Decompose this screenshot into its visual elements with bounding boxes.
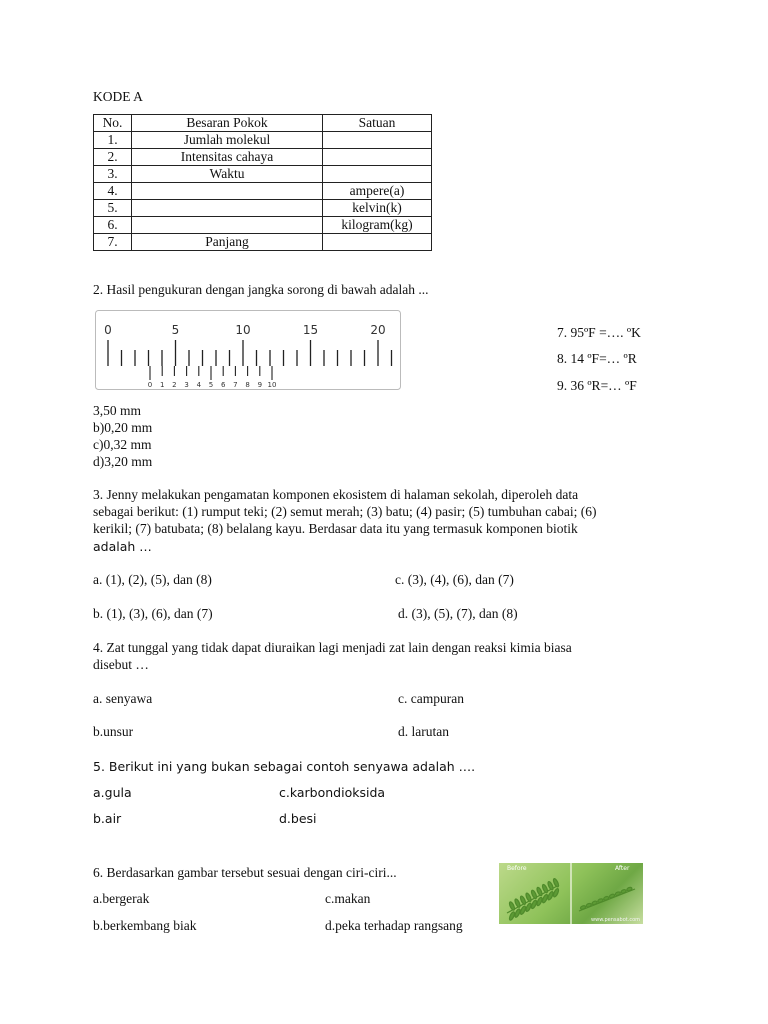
kode-heading: KODE A: [93, 89, 143, 104]
q6-option-c[interactable]: c.makan: [325, 891, 371, 906]
cell-satuan: kilogram(kg): [323, 217, 432, 234]
main-scale-label: 15: [302, 323, 319, 337]
cell-no: 6.: [94, 217, 132, 234]
cell-satuan: [323, 166, 432, 183]
q4-option-b[interactable]: b.unsur: [93, 724, 134, 739]
question-5-text: 5. Berikut ini yang bukan sebagai contoh senyawa adalah ….: [93, 759, 476, 774]
cell-no: 7.: [94, 234, 132, 251]
photo-divider: [570, 863, 572, 924]
q2-option-d[interactable]: d)3,20 mm: [93, 454, 153, 469]
q2-option-a[interactable]: 3,50 mm: [93, 403, 142, 418]
q4-option-d[interactable]: d. larutan: [398, 724, 449, 739]
question-3-line-4: adalah …: [93, 539, 152, 554]
question-3-line-3: kerikil; (7) batubata; (8) belalang kayu. Berdasar data itu yang termasuk komponen biotik: [93, 521, 578, 536]
q3-option-c[interactable]: c. (3), (4), (6), dan (7): [395, 572, 514, 587]
cell-no: 5.: [94, 200, 132, 217]
cell-satuan: kelvin(k): [323, 200, 432, 217]
q4-option-a[interactable]: a. senyawa: [93, 691, 153, 706]
leaflet: [530, 890, 537, 900]
question-3-line-1: 3. Jenny melakukan pengamatan komponen ekosistem di halaman sekolah, diperoleh data: [93, 487, 579, 502]
cell-besaran: Panjang: [132, 234, 323, 251]
vernier-caliper-image: [95, 310, 401, 390]
cell-besaran: [132, 217, 323, 234]
cell-besaran: Waktu: [132, 166, 323, 183]
q2-option-c[interactable]: c)0,32 mm: [93, 437, 152, 452]
cell-no: 2.: [94, 149, 132, 166]
table-row: [94, 149, 432, 166]
col-header-satuan: Satuan: [323, 115, 432, 132]
vernier-label: 4: [196, 381, 202, 389]
table-header-row: [94, 115, 432, 132]
watermark-text: www.pensabot.com: [591, 917, 640, 923]
vernier-label: 2: [172, 381, 177, 389]
q6-option-b[interactable]: b.berkembang biak: [93, 918, 197, 933]
before-label: Before: [507, 865, 527, 872]
q3-option-a[interactable]: a. (1), (2), (5), dan (8): [93, 572, 212, 587]
main-scale-label: 0: [104, 323, 112, 337]
vernier-label: 7: [233, 381, 238, 389]
question-3-line-2: sebagai berikut: (1) rumput teki; (2) semut merah; (3) batu; (4) pasir; (5) tumbuhan cabai; (6): [93, 504, 597, 519]
mimosa-plant-image: [499, 863, 643, 924]
leaflet: [525, 892, 532, 902]
cell-no: 3.: [94, 166, 132, 183]
leaflet: [541, 884, 548, 894]
leaflet: [519, 895, 526, 905]
leaflet: [536, 887, 543, 897]
col-header-no: No.: [94, 115, 132, 132]
question-2-text: 2. Hasil pengukuran dengan jangka sorong di bawah adalah ...: [93, 282, 429, 297]
table-row: [94, 166, 432, 183]
open-leaf-icon: [507, 878, 560, 921]
vernier-label: 5: [208, 381, 214, 389]
leaflet: [514, 898, 521, 908]
leaf-illustration: [499, 863, 643, 924]
main-scale-label: 10: [235, 323, 251, 337]
question-4-line-1: 4. Zat tunggal yang tidak dapat diuraikan lagi menjadi zat lain dengan reaksi kimia biasa: [93, 640, 572, 655]
q5-option-a[interactable]: a.gula: [93, 785, 132, 800]
closed-leaf-icon: [579, 887, 635, 911]
side-question-9: 9. 36 ºR=… ºF: [557, 378, 637, 393]
after-label: After: [615, 865, 630, 872]
q5-option-d[interactable]: d.besi: [279, 811, 317, 826]
col-header-besaran: Besaran Pokok: [132, 115, 323, 132]
table-row: [94, 234, 432, 251]
table-row: [94, 200, 432, 217]
cell-satuan: [323, 132, 432, 149]
vernier-label: 10: [267, 381, 277, 389]
leaflet: [547, 881, 554, 891]
vernier-label: 9: [257, 381, 263, 389]
q6-option-a[interactable]: a.bergerak: [93, 891, 150, 906]
table-row: [94, 217, 432, 234]
leaflet: [552, 878, 559, 888]
cell-besaran: Jumlah molekul: [132, 132, 323, 149]
vernier-label: 3: [184, 381, 189, 389]
cell-besaran: [132, 200, 323, 217]
vernier-label: 1: [159, 381, 165, 389]
leaflet: [508, 901, 515, 911]
question-6-text: 6. Berdasarkan gambar tersebut sesuai dengan ciri-ciri...: [93, 865, 397, 880]
q3-option-b[interactable]: b. (1), (3), (6), dan (7): [93, 606, 213, 621]
q4-option-c[interactable]: c. campuran: [398, 691, 464, 706]
q5-option-b[interactable]: b.air: [93, 811, 122, 826]
units-table: [93, 114, 432, 251]
cell-besaran: Intensitas cahaya: [132, 149, 323, 166]
cell-satuan: ampere(a): [323, 183, 432, 200]
question-4-line-2: disebut …: [93, 657, 149, 672]
q6-option-d[interactable]: d.peka terhadap rangsang: [325, 918, 463, 933]
side-question-7: 7. 95ºF =…. ºK: [557, 325, 641, 340]
q5-option-c[interactable]: c.karbondioksida: [279, 785, 386, 800]
q3-option-d[interactable]: d. (3), (5), (7), dan (8): [398, 606, 518, 621]
table-row: [94, 183, 432, 200]
table-row: [94, 132, 432, 149]
vernier-label: 6: [220, 381, 226, 389]
main-scale-label: 20: [370, 323, 386, 337]
cell-no: 4.: [94, 183, 132, 200]
cell-satuan: [323, 149, 432, 166]
side-question-8: 8. 14 ºF=… ºR: [557, 351, 637, 366]
cell-besaran: [132, 183, 323, 200]
cell-satuan: [323, 234, 432, 251]
vernier-label: 8: [245, 381, 250, 389]
q2-option-b[interactable]: b)0,20 mm: [93, 420, 153, 435]
vernier-label: 0: [147, 381, 153, 389]
main-scale-label: 5: [171, 323, 180, 337]
cell-no: 1.: [94, 132, 132, 149]
